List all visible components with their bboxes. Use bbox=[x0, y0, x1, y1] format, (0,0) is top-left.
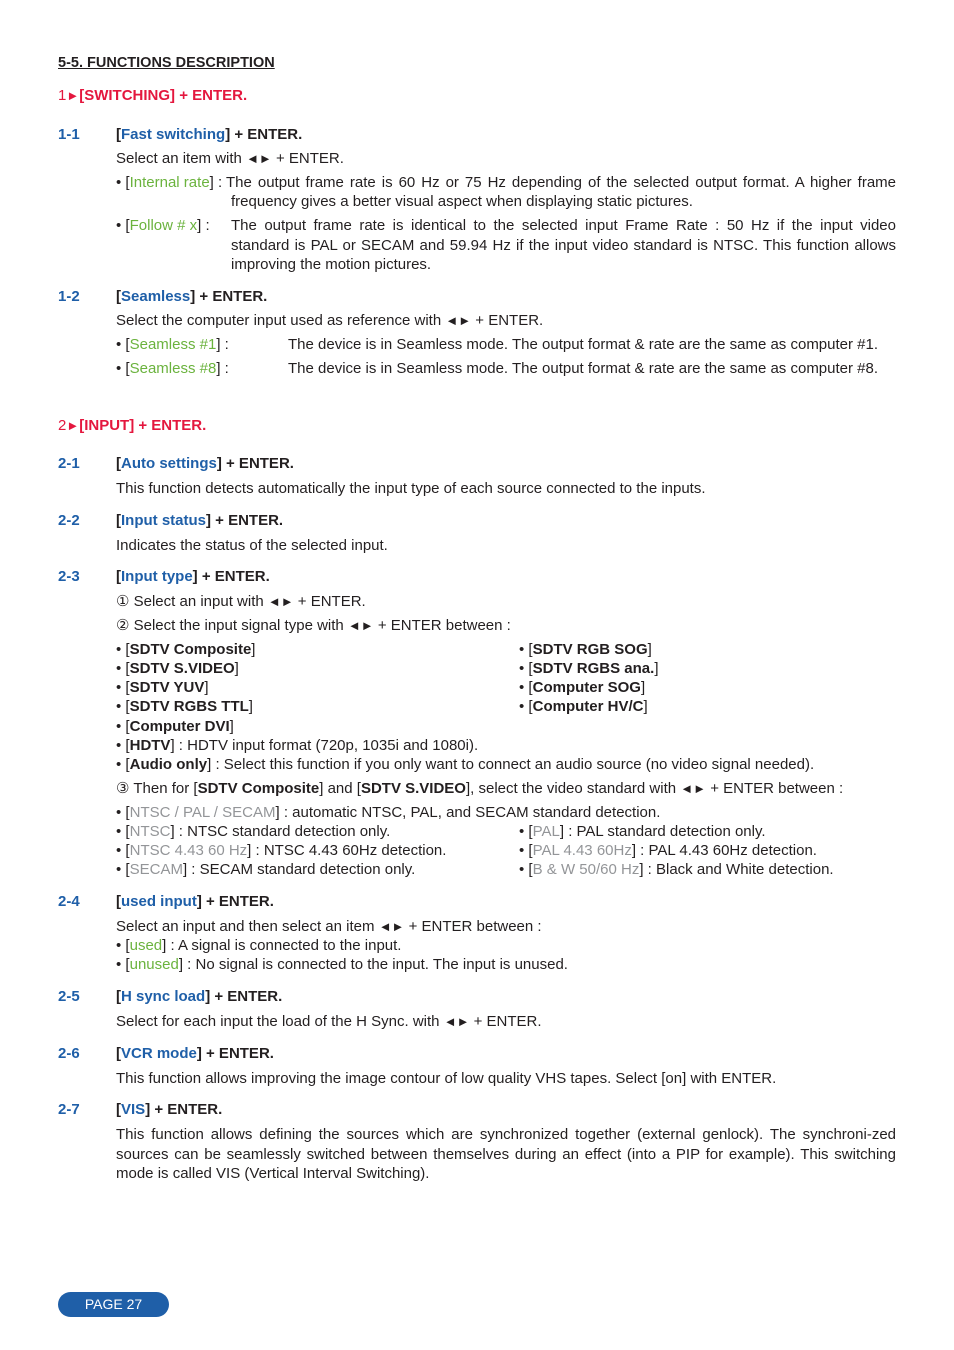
item-heading-fast-switching: [Fast switching] + ENTER. bbox=[116, 126, 303, 143]
type-option: • [SDTV RGBS ana.] bbox=[519, 660, 659, 677]
internal-rate-description-cont: frequency gives a better visual aspect when displaying static pictures. bbox=[231, 193, 693, 210]
item-heading-used-input: [used input] + ENTER. bbox=[116, 893, 274, 910]
type-option-audio-only: • [Audio only] : Select this function if you only want to connect an audio source (no video signal needed). bbox=[116, 756, 815, 773]
left-right-arrows-icon: ◄► bbox=[378, 919, 405, 934]
item-number: 2-6 bbox=[58, 1045, 80, 1062]
standard-ntsc-443: • [NTSC 4.43 60 Hz] : NTSC 4.43 60Hz detection. bbox=[116, 842, 447, 859]
item-number: 2-7 bbox=[58, 1101, 80, 1118]
bullet-seamless-1: • [Seamless #1] : bbox=[116, 336, 229, 353]
item-heading-seamless: [Seamless] + ENTER. bbox=[116, 288, 268, 305]
left-right-arrows-icon: ◄► bbox=[267, 594, 294, 609]
item-heading-vis: [VIS] + ENTER. bbox=[116, 1101, 223, 1118]
item-number: 1-2 bbox=[58, 288, 80, 305]
auto-settings-description: This function detects automatically the input type of each source connected to the inputs. bbox=[116, 480, 706, 497]
bullet-follow-x: • [Follow # x] : bbox=[116, 217, 210, 234]
page-title: 5-5. FUNCTIONS DESCRIPTION bbox=[58, 55, 275, 71]
standard-pal: • [PAL] : PAL standard detection only. bbox=[519, 823, 766, 840]
instruction-line: Select the computer input used as reference with ◄► + ENTER. bbox=[116, 312, 544, 329]
standard-auto: • [NTSC / PAL / SECAM] : automatic NTSC, PAL, and SECAM standard detection. bbox=[116, 804, 661, 821]
item-heading-vcr-mode: [VCR mode] + ENTER. bbox=[116, 1045, 274, 1062]
page-number-badge: PAGE 27 bbox=[58, 1292, 169, 1317]
vcr-mode-description: This function allows improving the image contour of low quality VHS tapes. Select [on] with ENTER. bbox=[116, 1070, 777, 1087]
item-number: 2-4 bbox=[58, 893, 80, 910]
bullet-internal-rate: • [Internal rate] : bbox=[116, 174, 223, 191]
item-number: 2-3 bbox=[58, 568, 80, 585]
type-option: • [SDTV Composite] bbox=[116, 641, 256, 658]
arrow-icon: ► bbox=[66, 418, 80, 433]
item-number: 2-1 bbox=[58, 455, 80, 472]
item-heading-h-sync-load: [H sync load] + ENTER. bbox=[116, 988, 283, 1005]
left-right-arrows-icon: ◄► bbox=[246, 151, 272, 166]
type-option: • [SDTV RGBS TTL] bbox=[116, 698, 253, 715]
arrow-icon: ► bbox=[66, 88, 80, 103]
standard-secam: • [SECAM] : SECAM standard detection only. bbox=[116, 861, 416, 878]
bullet-unused: • [unused] : No signal is connected to the input. The input is unused. bbox=[116, 956, 568, 973]
step-3: ③ Then for [SDTV Composite] and [SDTV S.VIDEO], select the video standard with ◄► + ENTER between : bbox=[116, 780, 844, 797]
type-option: • [Computer DVI] bbox=[116, 718, 234, 735]
seamless-1-description: The device is in Seamless mode. The output format & rate are the same as computer #1. bbox=[288, 336, 879, 353]
bullet-seamless-8: • [Seamless #8] : bbox=[116, 360, 229, 377]
type-option: • [Computer HV/C] bbox=[519, 698, 648, 715]
standard-bw: • [B & W 50/60 Hz] : Black and White detection. bbox=[519, 861, 834, 878]
internal-rate-description: The output frame rate is 60 Hz or 75 Hz depending of the selected output format. A higher frame bbox=[226, 174, 896, 191]
instruction-line: Select an item with ◄► + ENTER. bbox=[116, 150, 344, 167]
left-right-arrows-icon: ◄► bbox=[445, 313, 472, 328]
standard-pal-443: • [PAL 4.43 60Hz] : PAL 4.43 60Hz detection. bbox=[519, 842, 817, 859]
type-option: • [SDTV S.VIDEO] bbox=[116, 660, 239, 677]
section-heading-switching: 1►[SWITCHING] + ENTER. bbox=[58, 87, 248, 104]
step-1: ① Select an input with ◄► + ENTER. bbox=[116, 593, 366, 610]
item-number: 1-1 bbox=[58, 126, 80, 143]
type-option-hdtv: • [HDTV] : HDTV input format (720p, 1035i and 1080i). bbox=[116, 737, 479, 754]
left-right-arrows-icon: ◄► bbox=[347, 618, 374, 633]
item-number: 2-2 bbox=[58, 512, 80, 529]
left-right-arrows-icon: ◄► bbox=[443, 1014, 470, 1029]
vis-description: This function allows defining the sources which are synchronized together (external genlock). The synchroni-zed sources can be seamlessly switched between themselves during an effect (into a PIP for example). This switching mode is called VIS (Vertical Interval Switching). bbox=[116, 1126, 896, 1182]
input-status-description: Indicates the status of the selected input. bbox=[116, 537, 388, 554]
seamless-8-description: The device is in Seamless mode. The output format & rate are the same as computer #8. bbox=[288, 360, 879, 377]
bullet-used: • [used] : A signal is connected to the input. bbox=[116, 937, 402, 954]
type-option: • [SDTV RGB SOG] bbox=[519, 641, 652, 658]
instruction-line: Select an input and then select an item ◄► + ENTER between : bbox=[116, 918, 542, 935]
follow-x-description: The output frame rate is identical to the selected input Frame Rate : 50 Hz if the input video standard is PAL or SECAM and 59.94 Hz if the input video standard is NTSC. This function allows improving the motion pictures. bbox=[231, 217, 896, 273]
item-number: 2-5 bbox=[58, 988, 80, 1005]
standard-ntsc: • [NTSC] : NTSC standard detection only. bbox=[116, 823, 391, 840]
step-2: ② Select the input signal type with ◄► + ENTER between : bbox=[116, 617, 511, 634]
item-heading-input-status: [Input status] + ENTER. bbox=[116, 512, 284, 529]
type-option: • [SDTV YUV] bbox=[116, 679, 209, 696]
type-option: • [Computer SOG] bbox=[519, 679, 646, 696]
item-heading-input-type: [Input type] + ENTER. bbox=[116, 568, 270, 585]
item-heading-auto-settings: [Auto settings] + ENTER. bbox=[116, 455, 294, 472]
left-right-arrows-icon: ◄► bbox=[680, 781, 707, 796]
instruction-line: Select for each input the load of the H Sync. with ◄► + ENTER. bbox=[116, 1013, 542, 1030]
section-heading-input: 2►[INPUT] + ENTER. bbox=[58, 417, 207, 434]
